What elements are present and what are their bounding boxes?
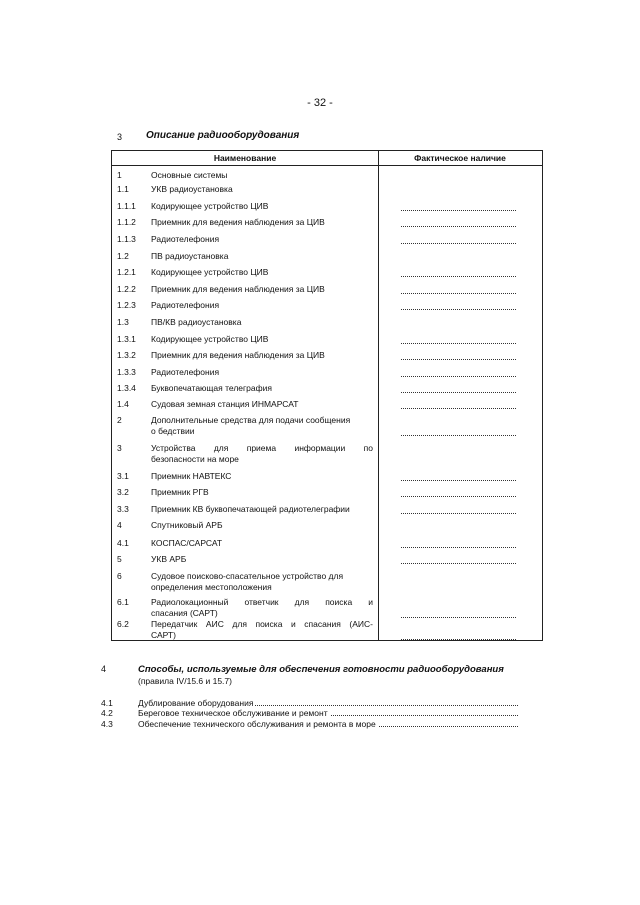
row-name [151, 170, 373, 181]
item-label: Береговое техническое обслуживание и ремонт [138, 708, 328, 718]
row-name [151, 217, 373, 228]
row-name [151, 184, 373, 195]
fact-fill-line[interactable] [401, 496, 516, 497]
header-divider [112, 165, 542, 166]
fact-fill-line[interactable] [401, 293, 516, 294]
equipment-table [111, 150, 543, 641]
fact-fill-line[interactable] [401, 547, 516, 548]
column-divider [378, 151, 379, 640]
fact-fill-line[interactable] [401, 617, 516, 618]
row-name-line: Кодирующее устройство ЦИВ [151, 334, 269, 344]
row-name [151, 471, 373, 482]
row-name-line: Дополнительные средства для подачи сообщения [151, 415, 351, 425]
row-number: 1.2 [117, 251, 129, 261]
row-number: 4.1 [117, 538, 129, 548]
fact-fill-line[interactable] [401, 226, 516, 227]
row-name [151, 367, 373, 378]
row-number: 1.2.1 [117, 267, 136, 277]
row-name [151, 597, 373, 619]
header-name: Наименование [213, 153, 277, 163]
section-4-number: 4 [101, 664, 107, 674]
fact-fill-line[interactable] [401, 408, 516, 409]
row-number: 1.1.2 [117, 217, 136, 227]
row-number: 1.3.2 [117, 350, 136, 360]
row-name-line: ПВ/КВ радиоустановка [151, 317, 242, 327]
item-number: 4.3 [101, 719, 113, 729]
row-name [151, 415, 373, 437]
fact-fill-line[interactable] [401, 276, 516, 277]
fact-fill-line[interactable] [401, 243, 516, 244]
row-number: 1.1.3 [117, 234, 136, 244]
fact-fill-line[interactable] [401, 563, 516, 564]
row-number: 6.2 [117, 619, 129, 629]
fact-fill-line[interactable] [401, 309, 516, 310]
item-label: Обеспечение технического обслуживания и ремонта в море [138, 719, 376, 729]
row-name-line: Радиолокационный ответчик для поиска и [151, 597, 373, 607]
row-number: 1.3.1 [117, 334, 136, 344]
row-name-line: Приемник КВ буквопечатающей радиотелеграфии [151, 504, 350, 514]
row-number: 1.3.4 [117, 383, 136, 393]
row-name-line: Приемник для ведения наблюдения за ЦИВ [151, 284, 325, 294]
row-name [151, 554, 373, 565]
row-name-line: Кодирующее устройство ЦИВ [151, 201, 269, 211]
row-name [151, 267, 373, 278]
section-3-number: 3 [117, 132, 123, 142]
row-name [151, 487, 373, 498]
row-name [151, 317, 373, 328]
row-number: 1.1 [117, 184, 129, 194]
row-number: 1.1.1 [117, 201, 136, 211]
row-name-line: Приемник НАВТЕКС [151, 471, 232, 481]
item-number: 4.1 [101, 698, 113, 708]
row-number: 6.1 [117, 597, 129, 607]
row-name [151, 201, 373, 212]
row-name [151, 399, 373, 410]
row-number: 1 [117, 170, 122, 180]
row-name-line: Приемник РГВ [151, 487, 209, 497]
row-name [151, 251, 373, 262]
row-number: 1.2.3 [117, 300, 136, 310]
fact-fill-line[interactable] [401, 513, 516, 514]
row-name [151, 520, 373, 531]
row-name-line: УКВ радиоустановка [151, 184, 233, 194]
row-name [151, 284, 373, 295]
row-name [151, 300, 373, 311]
row-name-line: Радиотелефония [151, 367, 220, 377]
fact-fill-line[interactable] [401, 359, 516, 360]
item-label: Дублирование оборудования [138, 698, 254, 708]
row-name-line: Основные системы [151, 170, 228, 180]
row-name [151, 383, 373, 394]
fact-fill-line[interactable] [401, 639, 516, 640]
row-name [151, 504, 373, 515]
page-number: - 32 - [307, 97, 333, 109]
row-name-line: Судовая земная станция ИНМАРСАТ [151, 399, 299, 409]
row-number: 3.3 [117, 504, 129, 514]
row-number: 3 [117, 443, 122, 453]
row-number: 1.2.2 [117, 284, 136, 294]
row-name-line: спасания (САРТ) [151, 608, 218, 618]
row-number: 4 [117, 520, 122, 530]
row-number: 1.4 [117, 399, 129, 409]
row-name-line: Радиотелефония [151, 300, 220, 310]
row-number: 3.1 [117, 471, 129, 481]
item-number: 4.2 [101, 708, 113, 718]
row-name-line: о бедствии [151, 426, 195, 436]
row-name-line: Приемник для ведения наблюдения за ЦИВ [151, 217, 325, 227]
row-name [151, 443, 373, 465]
fact-fill-line[interactable] [401, 210, 516, 211]
fact-fill-line[interactable] [401, 392, 516, 393]
row-number: 6 [117, 571, 122, 581]
row-name-line: ПВ радиоустановка [151, 251, 229, 261]
row-name-line: Спутниковый АРБ [151, 520, 223, 530]
row-name-line: определения местоположения [151, 582, 272, 592]
row-number: 5 [117, 554, 122, 564]
row-name [151, 619, 373, 641]
row-name-line: Передатчик АИС для поиска и спасания (АИС- [151, 619, 373, 629]
row-name [151, 350, 373, 361]
section-4-title: Способы, используемые для обеспечения готовности радиооборудования [138, 664, 504, 675]
section-4-subtitle: (правила IV/15.6 и 15.7) [138, 676, 232, 686]
fact-fill-line[interactable] [401, 480, 516, 481]
row-name [151, 538, 373, 549]
row-name-line: КОСПАС/САРСАТ [151, 538, 223, 548]
row-number: 3.2 [117, 487, 129, 497]
row-name-line: Устройства для приема информации по [151, 443, 373, 453]
row-name-line: Буквопечатающая телеграфия [151, 383, 272, 393]
row-name-line: УКВ АРБ [151, 554, 187, 564]
row-name [151, 571, 373, 593]
row-name-line: Кодирующее устройство ЦИВ [151, 267, 269, 277]
section-3-title: Описание радиооборудования [146, 130, 300, 141]
row-name-line: САРТ) [151, 630, 176, 640]
row-name [151, 234, 373, 245]
row-name [151, 334, 373, 345]
header-fact: Фактическое наличие [414, 153, 506, 163]
row-number: 1.3 [117, 317, 129, 327]
row-name-line: Приемник для ведения наблюдения за ЦИВ [151, 350, 325, 360]
fact-fill-line[interactable] [401, 435, 516, 436]
row-name-line: Судовое поисково-спасательное устройство для [151, 571, 344, 581]
row-name-line: безопасности на море [151, 454, 239, 464]
row-number: 1.3.3 [117, 367, 136, 377]
fact-fill-line[interactable] [401, 376, 516, 377]
fact-fill-line[interactable] [401, 343, 516, 344]
row-name-line: Радиотелефония [151, 234, 220, 244]
row-number: 2 [117, 415, 122, 425]
